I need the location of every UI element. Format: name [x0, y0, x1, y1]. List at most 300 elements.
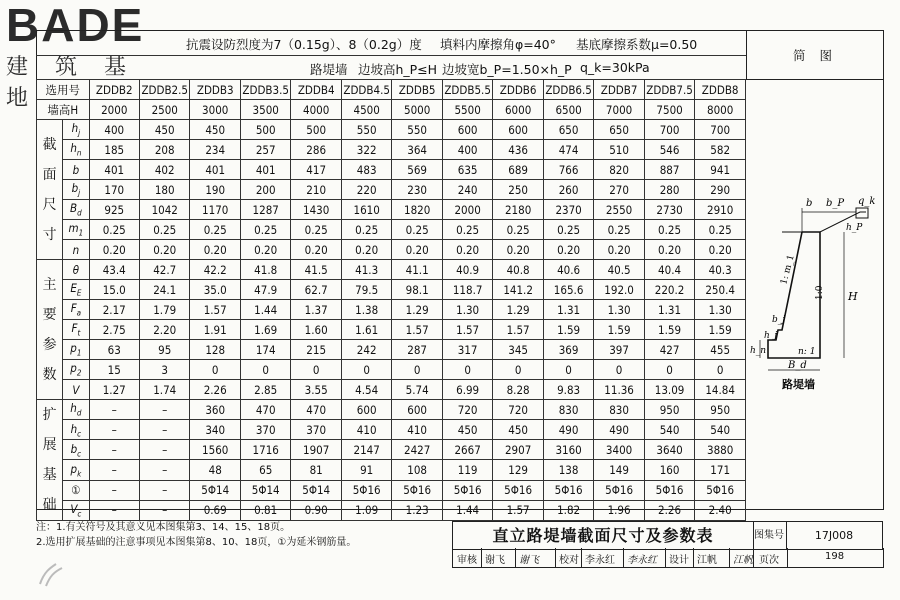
value-cell: 410 — [392, 420, 442, 440]
watermark-icon — [36, 560, 66, 588]
value-cell: 160 — [644, 460, 694, 480]
checker-name: 李永红 — [585, 555, 615, 566]
value-cell: 1.44 — [240, 300, 290, 320]
value-cell: 9.83 — [543, 380, 593, 400]
table-row — [37, 420, 746, 440]
label-hp: h_P — [846, 223, 863, 233]
value-cell: 510 — [594, 140, 644, 160]
value-cell: 766 — [543, 160, 593, 180]
value-cell: 1560 — [190, 440, 240, 460]
value-cell: 950 — [644, 400, 694, 420]
value-cell: 474 — [543, 140, 593, 160]
table-row — [37, 160, 746, 180]
value-cell: 0 — [291, 360, 341, 380]
value-cell: 1.23 — [392, 500, 442, 520]
value-cell: 2.17 — [89, 300, 139, 320]
value-cell: 0 — [392, 360, 442, 380]
value-cell: 0.25 — [594, 220, 644, 240]
value-cell: 3 — [139, 360, 189, 380]
diagram-caption: 路堤墙 — [782, 378, 815, 391]
value-cell: 1.69 — [240, 320, 290, 340]
value-cell: 210 — [291, 180, 341, 200]
value-cell: 820 — [594, 160, 644, 180]
value-cell: 401 — [240, 160, 290, 180]
value-cell: 208 — [139, 140, 189, 160]
value-cell: 0 — [493, 360, 543, 380]
model-cell: ZDDB3.5 — [240, 80, 290, 100]
value-cell: 5Φ14 — [291, 480, 341, 500]
value-cell: 540 — [695, 420, 746, 440]
value-cell: 240 — [442, 180, 492, 200]
check-label: 校对 — [559, 555, 579, 566]
label-Bd: B_d — [788, 360, 807, 371]
value-cell: 0.90 — [291, 500, 341, 520]
value-cell: 5Φ16 — [695, 480, 746, 500]
value-cell: 0.20 — [543, 240, 593, 260]
value-cell: 1287 — [240, 200, 290, 220]
value-cell: 582 — [695, 140, 746, 160]
value-cell: 0 — [543, 360, 593, 380]
symbol-cell: ① — [63, 480, 89, 500]
checker-signature: 李永红 — [627, 555, 657, 566]
symbol-cell: $m_1$ — [63, 220, 89, 240]
header-line-2 — [36, 56, 746, 79]
value-cell: 42.7 — [139, 260, 189, 280]
value-cell: 118.7 — [442, 280, 492, 300]
note-2: 2.选用扩展基础的注意事项见本图集第8、10、18页，①为延米钢筋量。 — [36, 537, 357, 548]
height-cell: 7000 — [594, 100, 644, 120]
diagram-title-cell — [746, 30, 883, 80]
value-cell: 364 — [392, 140, 442, 160]
value-cell: 450 — [190, 120, 240, 140]
value-cell: 0.25 — [341, 220, 391, 240]
value-cell: 455 — [695, 340, 746, 360]
value-cell: 600 — [392, 400, 442, 420]
value-cell: 500 — [240, 120, 290, 140]
value-cell: 2.26 — [190, 380, 240, 400]
reviewer-signature: 谢飞 — [519, 555, 539, 566]
value-cell: 0.20 — [644, 240, 694, 260]
value-cell: 2147 — [341, 440, 391, 460]
value-cell: 1.60 — [291, 320, 341, 340]
slope-height: 边坡高h_P≤H — [358, 62, 438, 77]
value-cell: 192.0 — [594, 280, 644, 300]
value-cell: 2730 — [644, 200, 694, 220]
table-row — [37, 140, 746, 160]
value-cell: 24.1 — [139, 280, 189, 300]
value-cell: 720 — [493, 400, 543, 420]
value-cell: 0.81 — [240, 500, 290, 520]
value-cell: 1.91 — [190, 320, 240, 340]
value-cell: 0.20 — [89, 240, 139, 260]
header-divider — [36, 55, 746, 56]
value-cell: 0.25 — [442, 220, 492, 240]
value-cell: 0.25 — [291, 220, 341, 240]
model-cell: ZDDB7 — [594, 80, 644, 100]
value-cell: 2.75 — [89, 320, 139, 340]
value-cell: 1.79 — [139, 300, 189, 320]
value-cell: 450 — [493, 420, 543, 440]
value-cell: 340 — [190, 420, 240, 440]
value-cell: 141.2 — [493, 280, 543, 300]
value-cell: 250.4 — [695, 280, 746, 300]
value-cell: 370 — [240, 420, 290, 440]
value-cell: 2.20 — [139, 320, 189, 340]
value-cell: 108 — [392, 460, 442, 480]
value-cell: 689 — [493, 160, 543, 180]
value-cell: 2.85 — [240, 380, 290, 400]
value-cell: 2427 — [392, 440, 442, 460]
model-cell: ZDDB5 — [392, 80, 442, 100]
value-cell: 1.59 — [644, 320, 694, 340]
value-cell: 0.25 — [240, 220, 290, 240]
model-cell: ZDDB7.5 — [644, 80, 694, 100]
value-cell: 5.74 — [392, 380, 442, 400]
value-cell: 138 — [543, 460, 593, 480]
value-cell: 40.3 — [695, 260, 746, 280]
symbol-cell: θ — [63, 260, 89, 280]
value-cell: 11.36 — [594, 380, 644, 400]
designer-name: 江帆 — [697, 555, 717, 566]
value-cell: 3640 — [644, 440, 694, 460]
value-cell: 2180 — [493, 200, 543, 220]
value-cell: 149 — [594, 460, 644, 480]
value-cell: 0.20 — [594, 240, 644, 260]
slope-width: 边坡宽b_P=1.50×h_P — [442, 62, 572, 77]
model-cell: ZDDB2 — [89, 80, 139, 100]
value-cell: 650 — [543, 120, 593, 140]
table-row — [37, 340, 746, 360]
value-cell: 500 — [291, 120, 341, 140]
wall-section-diagram — [748, 190, 880, 400]
value-cell: – — [89, 440, 139, 460]
model-cell: ZDDB4 — [291, 80, 341, 100]
value-cell: 450 — [442, 420, 492, 440]
value-cell: 1.57 — [190, 300, 240, 320]
value-cell: 290 — [695, 180, 746, 200]
value-cell: 0.20 — [442, 240, 492, 260]
label-hj: h_j — [764, 331, 778, 341]
value-cell: 2000 — [442, 200, 492, 220]
label-bj: b_j — [772, 315, 786, 325]
height-cell: 5500 — [442, 100, 492, 120]
value-cell: 1.59 — [594, 320, 644, 340]
value-cell: 2907 — [493, 440, 543, 460]
height-cell: 7500 — [644, 100, 694, 120]
value-cell: 98.1 — [392, 280, 442, 300]
value-cell: 0 — [341, 360, 391, 380]
value-cell: 650 — [594, 120, 644, 140]
value-cell: 0.20 — [291, 240, 341, 260]
sheet-title: 直立路堤墙截面尺寸及参数表 — [452, 521, 754, 550]
design-label: 设计 — [669, 555, 689, 566]
value-cell: 287 — [392, 340, 442, 360]
value-cell: 2370 — [543, 200, 593, 220]
value-cell: 360 — [190, 400, 240, 420]
value-cell: 215 — [291, 340, 341, 360]
value-cell: 317 — [442, 340, 492, 360]
parameter-table — [36, 79, 746, 521]
value-cell: 41.5 — [291, 260, 341, 280]
value-cell: 700 — [644, 120, 694, 140]
value-cell: – — [139, 400, 189, 420]
table-row — [37, 260, 746, 280]
value-cell: 450 — [139, 120, 189, 140]
value-cell: 0 — [190, 360, 240, 380]
value-cell: 79.5 — [341, 280, 391, 300]
value-cell: 1.57 — [493, 500, 543, 520]
symbol-cell: $b_j$ — [63, 180, 89, 200]
table-row — [37, 300, 746, 320]
value-cell: 400 — [89, 120, 139, 140]
value-cell: 1.27 — [89, 380, 139, 400]
height-cell: 2500 — [139, 100, 189, 120]
value-cell: 190 — [190, 180, 240, 200]
logo-chinese: 建 筑 基 地 — [6, 55, 136, 111]
value-cell: 1.38 — [341, 300, 391, 320]
value-cell: 369 — [543, 340, 593, 360]
value-cell: 1.31 — [543, 300, 593, 320]
label-H: H — [848, 290, 858, 303]
value-cell: 370 — [291, 420, 341, 440]
symbol-cell: $V_c$ — [63, 500, 89, 520]
value-cell: – — [139, 440, 189, 460]
label-b: b — [806, 198, 813, 209]
value-cell: 925 — [89, 200, 139, 220]
model-cell: ZDDB6.5 — [543, 80, 593, 100]
value-cell: 1.57 — [493, 320, 543, 340]
value-cell: 600 — [442, 120, 492, 140]
value-cell: – — [139, 460, 189, 480]
value-cell: 1.59 — [543, 320, 593, 340]
model-row — [37, 80, 746, 100]
label-bp: b_P — [826, 198, 845, 209]
value-cell: 470 — [240, 400, 290, 420]
value-cell: 5Φ14 — [190, 480, 240, 500]
value-cell: 1.30 — [594, 300, 644, 320]
value-cell: 3.55 — [291, 380, 341, 400]
value-cell: 63 — [89, 340, 139, 360]
wall-type: 路堤墙 — [310, 62, 348, 77]
value-cell: 170 — [89, 180, 139, 200]
value-cell: 600 — [493, 120, 543, 140]
value-cell: 950 — [695, 400, 746, 420]
model-cell: ZDDB6 — [493, 80, 543, 100]
label-hn: h_n — [750, 346, 767, 356]
value-cell: 220.2 — [644, 280, 694, 300]
value-cell: 5Φ16 — [594, 480, 644, 500]
value-cell: 0.25 — [392, 220, 442, 240]
value-cell: 3400 — [594, 440, 644, 460]
value-cell: 41.3 — [341, 260, 391, 280]
value-cell: 128 — [190, 340, 240, 360]
symbol-cell: n — [63, 240, 89, 260]
base-friction: 基底摩擦系数μ=0.50 — [576, 37, 698, 52]
value-cell: 1610 — [341, 200, 391, 220]
value-cell: 185 — [89, 140, 139, 160]
value-cell: 40.5 — [594, 260, 644, 280]
symbol-cell: V — [63, 380, 89, 400]
value-cell: 0.25 — [139, 220, 189, 240]
value-cell: 5Φ16 — [644, 480, 694, 500]
symbol-cell: $p_k$ — [63, 460, 89, 480]
model-cell: ZDDB2.5 — [139, 80, 189, 100]
seismic-intensity: 抗震设防烈度为7（0.15g）、8（0.2g）度 — [186, 37, 422, 52]
value-cell: 3160 — [543, 440, 593, 460]
table-row — [37, 400, 746, 420]
value-cell: 1.30 — [442, 300, 492, 320]
label-m1: 1: m_1 — [779, 253, 797, 286]
symbol-cell: $h_c$ — [63, 420, 89, 440]
reviewer-name: 谢飞 — [485, 555, 505, 566]
value-cell: 41.1 — [392, 260, 442, 280]
value-cell: 1.37 — [291, 300, 341, 320]
height-cell: 6500 — [543, 100, 593, 120]
value-cell: 2.40 — [695, 500, 746, 520]
value-cell: 43.4 — [89, 260, 139, 280]
value-cell: 830 — [594, 400, 644, 420]
value-cell: 0.25 — [493, 220, 543, 240]
symbol-cell: b — [63, 160, 89, 180]
friction-angle: 填料内摩擦角φ=40° — [440, 37, 556, 52]
value-cell: 35.0 — [190, 280, 240, 300]
value-cell: 6.99 — [442, 380, 492, 400]
value-cell: 41.8 — [240, 260, 290, 280]
value-cell: 1.96 — [594, 500, 644, 520]
value-cell: 180 — [139, 180, 189, 200]
value-cell: 1.61 — [341, 320, 391, 340]
table-row — [37, 360, 746, 380]
value-cell: 62.7 — [291, 280, 341, 300]
value-cell: 1430 — [291, 200, 341, 220]
symbol-cell: $h_d$ — [63, 400, 89, 420]
table-row — [37, 280, 746, 300]
value-cell: 401 — [190, 160, 240, 180]
value-cell: 171 — [695, 460, 746, 480]
value-cell: 569 — [392, 160, 442, 180]
value-cell: 230 — [392, 180, 442, 200]
value-cell: 550 — [341, 120, 391, 140]
value-cell: 5Φ16 — [341, 480, 391, 500]
value-cell: 5Φ16 — [543, 480, 593, 500]
value-cell: 200 — [240, 180, 290, 200]
value-cell: – — [139, 420, 189, 440]
symbol-cell: $h_n$ — [63, 140, 89, 160]
value-cell: 1042 — [139, 200, 189, 220]
value-cell: 0.25 — [695, 220, 746, 240]
value-cell: 427 — [644, 340, 694, 360]
value-cell: 0.25 — [644, 220, 694, 240]
value-cell: 5Φ16 — [392, 480, 442, 500]
value-cell: 2667 — [442, 440, 492, 460]
table-row — [37, 200, 746, 220]
value-cell: 15 — [89, 360, 139, 380]
value-cell: 174 — [240, 340, 290, 360]
value-cell: 3880 — [695, 440, 746, 460]
table-row — [37, 480, 746, 500]
model-cell: ZDDB4.5 — [341, 80, 391, 100]
value-cell: 0.20 — [695, 240, 746, 260]
value-cell: 1907 — [291, 440, 341, 460]
value-cell: 129 — [493, 460, 543, 480]
value-cell: 0 — [695, 360, 746, 380]
model-cell: ZDDB5.5 — [442, 80, 492, 100]
value-cell: 40.6 — [543, 260, 593, 280]
table-row — [37, 240, 746, 260]
value-cell: 0.20 — [493, 240, 543, 260]
symbol-cell: $p_2$ — [63, 360, 89, 380]
value-cell: – — [139, 500, 189, 520]
table-row — [37, 380, 746, 400]
notes — [36, 520, 456, 550]
value-cell: 5Φ16 — [493, 480, 543, 500]
value-cell: 42.2 — [190, 260, 240, 280]
symbol-cell: $F_a$ — [63, 300, 89, 320]
height-cell: 4500 — [341, 100, 391, 120]
value-cell: 720 — [442, 400, 492, 420]
table-row — [37, 220, 746, 240]
value-cell: 397 — [594, 340, 644, 360]
value-cell: 0 — [644, 360, 694, 380]
table-row — [37, 180, 746, 200]
value-cell: 1.29 — [392, 300, 442, 320]
value-cell: 400 — [442, 140, 492, 160]
value-cell: 540 — [644, 420, 694, 440]
value-cell: 4.54 — [341, 380, 391, 400]
value-cell: 65 — [240, 460, 290, 480]
value-cell: 417 — [291, 160, 341, 180]
value-cell: 410 — [341, 420, 391, 440]
table-row — [37, 500, 746, 520]
table-row — [37, 120, 746, 140]
value-cell: 1.57 — [442, 320, 492, 340]
value-cell: 941 — [695, 160, 746, 180]
value-cell: 8.28 — [493, 380, 543, 400]
value-cell: 91 — [341, 460, 391, 480]
diagram-title: 简图 — [793, 48, 847, 63]
page-number: 198 — [825, 551, 845, 562]
value-cell: 1.31 — [644, 300, 694, 320]
symbol-cell: $E_E$ — [63, 280, 89, 300]
designer-signature: 江帆 — [733, 555, 753, 566]
value-cell: 1170 — [190, 200, 240, 220]
value-cell: 1.74 — [139, 380, 189, 400]
value-cell: 257 — [240, 140, 290, 160]
model-cell: ZDDB8 — [695, 80, 746, 100]
value-cell: 322 — [341, 140, 391, 160]
value-cell: 1.44 — [442, 500, 492, 520]
signature-row — [452, 548, 884, 568]
value-cell: 345 — [493, 340, 543, 360]
value-cell: 490 — [543, 420, 593, 440]
height-label: 墙高H — [37, 100, 90, 120]
value-cell: 14.84 — [695, 380, 746, 400]
value-cell: 1.09 — [341, 500, 391, 520]
value-cell: 286 — [291, 140, 341, 160]
symbol-cell: $B_d$ — [63, 200, 89, 220]
value-cell: 0.25 — [89, 220, 139, 240]
value-cell: 0.20 — [341, 240, 391, 260]
value-cell: – — [89, 480, 139, 500]
value-cell: 0 — [240, 360, 290, 380]
value-cell: 600 — [341, 400, 391, 420]
symbol-cell: $b_c$ — [63, 440, 89, 460]
group-label: 截 面 尺 寸 — [37, 120, 63, 260]
value-cell: 0.20 — [240, 240, 290, 260]
value-cell: 490 — [594, 420, 644, 440]
value-cell: – — [89, 420, 139, 440]
height-cell: 2000 — [89, 100, 139, 120]
